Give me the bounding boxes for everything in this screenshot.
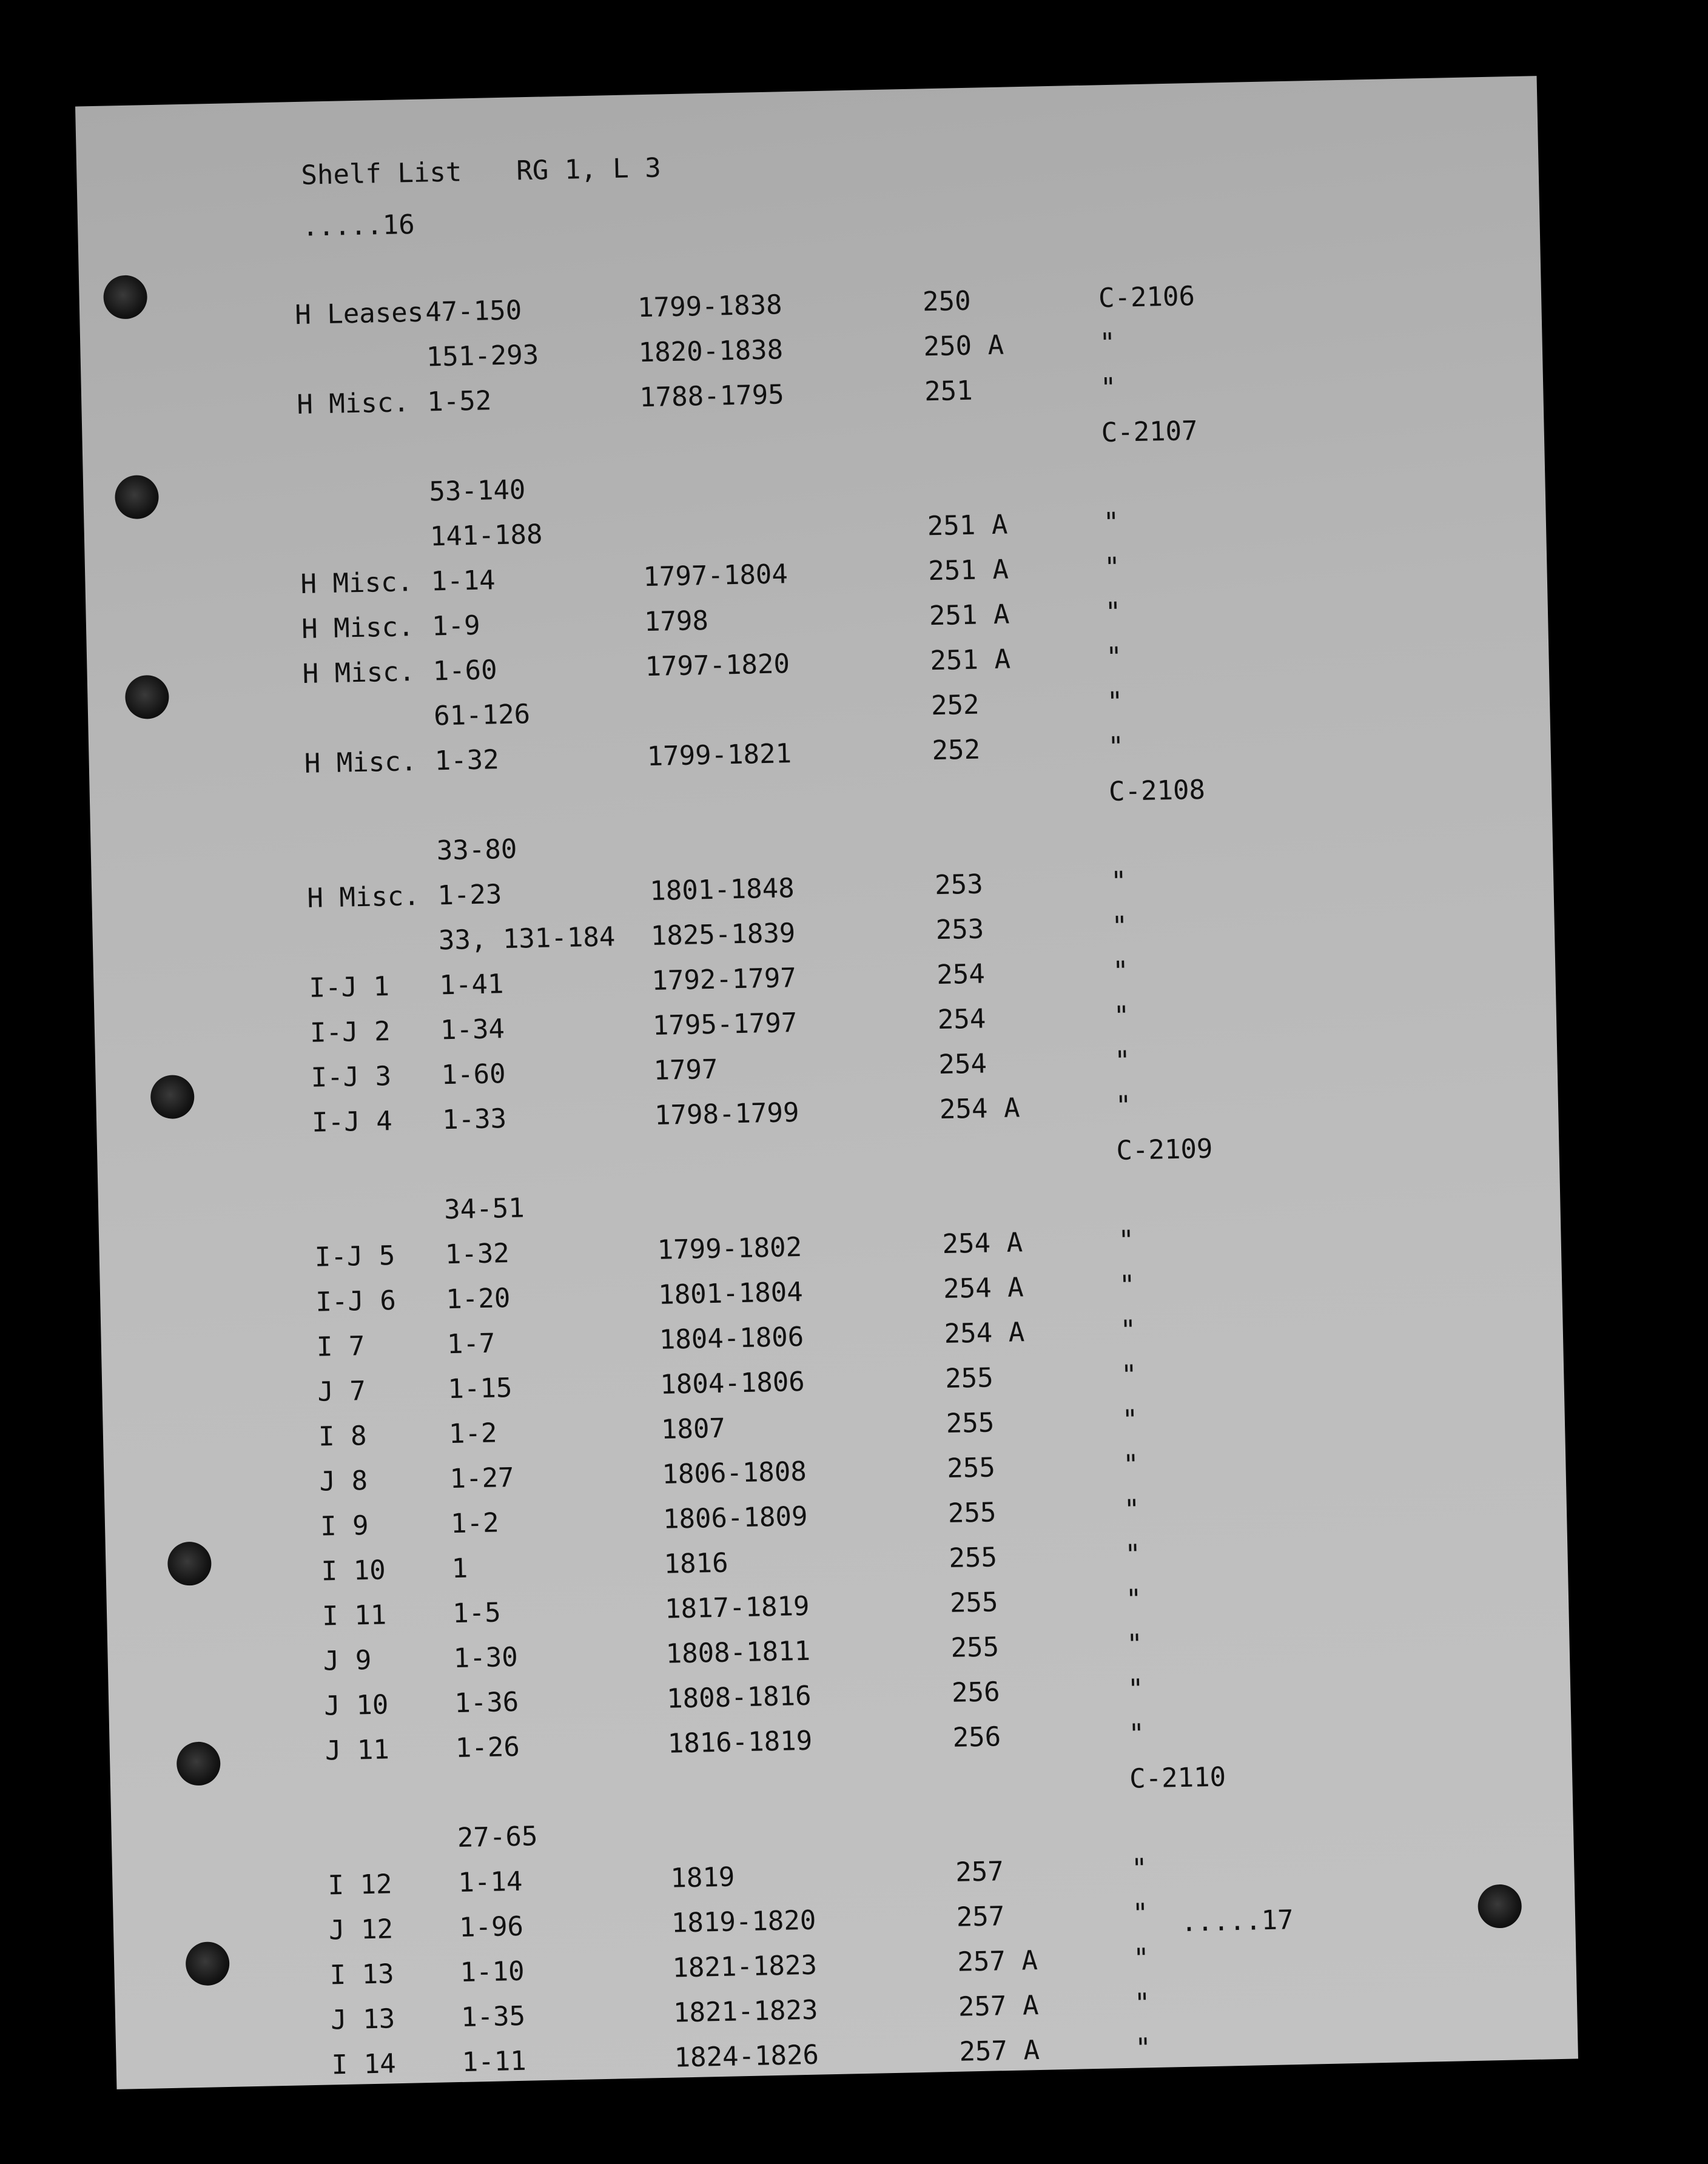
dates-cell: 1819-1820 (671, 1904, 816, 1939)
range-cell: 33-80 (436, 833, 517, 867)
volume-cell: 251 (924, 375, 973, 408)
series-cell: J 8 (319, 1465, 368, 1497)
range-cell: 1-15 (447, 1372, 513, 1405)
dates-cell: 1806-1808 (661, 1456, 807, 1490)
series-cell: I-J 2 (309, 1016, 391, 1049)
series-cell: I-J 3 (311, 1061, 392, 1094)
series-cell: I 7 (316, 1331, 365, 1363)
volume-cell: 254 A (943, 1272, 1024, 1305)
series-cell: H Misc. (304, 746, 417, 779)
series-cell: H Misc. (301, 611, 415, 645)
dates-cell: 1824-1826 (674, 2039, 819, 2074)
volume-cell: 255 (944, 1362, 994, 1395)
dates-cell: 1788-1795 (639, 379, 785, 414)
range-cell: 151-293 (426, 339, 539, 373)
reel-cell: " (1128, 1718, 1145, 1750)
range-cell: 1-41 (439, 969, 504, 1001)
series-cell: H Misc. (302, 656, 415, 690)
reel-cell: " (1127, 1673, 1145, 1705)
volume-cell: 257 A (958, 1990, 1039, 2023)
volume-cell: 255 (946, 1407, 995, 1439)
range-cell: 1-14 (431, 565, 496, 597)
range-cell: 34-51 (443, 1192, 525, 1226)
range-cell: 1-27 (449, 1462, 515, 1495)
volume-cell: 257 (956, 1901, 1005, 1933)
series-cell: J 7 (317, 1376, 366, 1408)
header-line (300, 152, 662, 191)
dates-cell: 1807 (661, 1413, 726, 1445)
range-cell: 1-11 (462, 2045, 527, 2078)
dates-cell: 1804-1806 (659, 1366, 805, 1400)
reel-cell: " (1124, 1539, 1141, 1570)
range-cell: 1-36 (454, 1686, 519, 1719)
range-cell: 1-20 (445, 1283, 511, 1316)
volume-cell: 251 A (927, 509, 1008, 542)
dates-cell: 1801-1804 (657, 1276, 804, 1311)
dates-cell: 1799-1802 (657, 1231, 802, 1266)
range-cell: 1-14 (457, 1866, 523, 1899)
reel-cell: " (1099, 327, 1116, 359)
reel-cell: " (1105, 641, 1123, 673)
reel-cell: " (1114, 1045, 1131, 1077)
dates-cell: 1798-1799 (654, 1097, 799, 1131)
range-cell: 47-150 (425, 295, 522, 328)
dates-cell: 1797-1804 (642, 559, 788, 593)
dates-cell: 1797-1820 (645, 648, 790, 683)
range-cell: 1-33 (442, 1103, 507, 1136)
range-cell: 1-32 (445, 1238, 510, 1271)
reel-cell: " (1110, 865, 1128, 898)
dates-cell: 1806-1809 (662, 1500, 808, 1535)
range-cell: 1-2 (450, 1507, 500, 1540)
range-cell: 1 (451, 1553, 468, 1585)
dates-cell: 1820-1838 (638, 334, 784, 369)
range-cell: 61-126 (433, 699, 531, 732)
reel-cell: C-2106 (1098, 281, 1195, 314)
series-cell: H Misc. (300, 566, 414, 600)
reel-cell: C-2107 (1101, 415, 1199, 449)
reel-cell: " (1134, 1988, 1151, 2019)
series-cell: I 14 (331, 2048, 397, 2081)
reel-cell: " (1121, 1404, 1138, 1436)
volume-cell: 257 A (957, 1945, 1038, 1978)
dates-cell: 1816 (664, 1547, 729, 1580)
range-cell: 1-60 (441, 1058, 506, 1091)
range-cell: 1-2 (448, 1417, 498, 1450)
reel-cell: C-2108 (1108, 774, 1206, 808)
series-cell: I-J 1 (309, 971, 390, 1004)
range-cell: 1-52 (426, 385, 492, 418)
reel-cell: " (1100, 372, 1117, 404)
volume-cell: 255 (950, 1631, 1000, 1664)
range-cell: 1-34 (440, 1013, 505, 1046)
volume-cell: 253 (935, 913, 984, 946)
reel-cell: " (1131, 1853, 1148, 1884)
volume-cell: 255 (948, 1542, 998, 1574)
series-cell: J 12 (328, 1914, 394, 1946)
range-cell: 33, 131-184 (438, 921, 616, 956)
reel-cell: " (1134, 2032, 1152, 2064)
reel-cell: " (1118, 1225, 1135, 1256)
series-cell: I 12 (328, 1869, 393, 1901)
dates-cell: 1821-1823 (673, 1994, 818, 2029)
volume-cell: 257 A (958, 2035, 1040, 2068)
dates-cell: 1819 (670, 1861, 735, 1894)
dates-cell: 1808-1816 (666, 1680, 812, 1715)
volume-cell: 253 (934, 869, 984, 901)
document-sheet (75, 76, 1578, 2089)
series-cell: I-J 6 (315, 1285, 397, 1318)
volume-cell: 256 (952, 1721, 1001, 1753)
dates-cell: 1821-1823 (671, 1949, 818, 1984)
dates-cell: 1825-1839 (650, 918, 796, 952)
volume-cell: 254 A (944, 1317, 1025, 1350)
range-cell: 1-30 (453, 1641, 519, 1675)
reel-cell: C-2110 (1129, 1761, 1226, 1795)
volume-cell: 254 A (939, 1092, 1020, 1126)
series-cell: J 9 (323, 1644, 372, 1677)
next-page-marker: .....17 (1180, 1904, 1294, 1938)
range-cell: 1-10 (460, 1955, 525, 1988)
reel-cell: C-2109 (1115, 1133, 1213, 1167)
dates-cell: 1799-1821 (647, 738, 792, 773)
series-cell: I 8 (318, 1420, 368, 1453)
dates-cell: 1816-1819 (667, 1725, 813, 1759)
dates-cell: 1801-1848 (649, 873, 795, 907)
reel-cell: " (1115, 1090, 1132, 1122)
volume-cell: 257 (955, 1856, 1004, 1888)
record-group-reference: RG 1, L 3 (516, 152, 662, 187)
volume-cell: 250 A (923, 329, 1004, 363)
reel-cell: " (1106, 686, 1123, 718)
series-cell: I 11 (321, 1599, 387, 1632)
range-cell: 27-65 (457, 1821, 538, 1854)
series-cell: I-J 4 (311, 1106, 393, 1138)
series-cell: I 10 (321, 1554, 386, 1587)
dates-cell: 1797 (653, 1053, 719, 1086)
series-cell: I 9 (320, 1510, 369, 1542)
series-cell: I 13 (329, 1958, 395, 1991)
dates-cell: 1808-1811 (665, 1635, 811, 1670)
volume-cell: 251 A (929, 643, 1011, 677)
reel-cell: " (1126, 1628, 1143, 1660)
range-cell: 1-7 (446, 1328, 496, 1360)
reel-cell: " (1111, 910, 1128, 943)
reel-cell: " (1120, 1314, 1137, 1346)
dates-cell: 1792-1797 (651, 963, 797, 997)
dates-cell: 1799-1838 (637, 289, 783, 324)
reel-cell: " (1104, 596, 1121, 628)
range-cell: 1-35 (460, 2000, 526, 2033)
volume-cell: 255 (946, 1452, 996, 1484)
range-cell: 1-5 (452, 1597, 502, 1630)
reel-cell: " (1120, 1359, 1138, 1391)
volume-cell: 254 (936, 958, 986, 991)
volume-cell: 254 A (942, 1227, 1023, 1260)
volume-cell: 251 A (929, 599, 1010, 632)
range-cell: 1-9 (431, 610, 481, 642)
range-cell: 1-26 (455, 1731, 520, 1764)
volume-cell: 256 (951, 1676, 1001, 1709)
volume-cell: 254 (937, 1003, 986, 1036)
dates-cell: 1795-1797 (652, 1007, 798, 1041)
reel-cell: " (1107, 731, 1125, 763)
series-cell: I-J 5 (314, 1240, 395, 1273)
range-cell: 1-60 (432, 654, 498, 687)
reel-cell: " (1132, 1898, 1149, 1929)
volume-cell: 252 (932, 734, 981, 767)
reel-cell: " (1103, 551, 1121, 583)
page-marker: .....16 (301, 209, 415, 243)
dates-cell: 1817-1819 (664, 1590, 810, 1625)
volume-cell: 254 (938, 1048, 987, 1081)
series-cell: H Misc. (306, 880, 420, 914)
reel-cell: " (1125, 1584, 1142, 1615)
reel-cell: " (1112, 955, 1129, 987)
volume-cell: 251 A (927, 554, 1009, 587)
reel-cell: " (1103, 506, 1120, 539)
range-cell: 1-96 (459, 1910, 524, 1943)
series-cell: J 13 (330, 2003, 395, 2036)
range-cell: 1-32 (434, 744, 500, 777)
series-cell: H Leases (294, 297, 424, 331)
shelf-list-title: Shelf List (300, 156, 462, 191)
reel-cell: " (1123, 1494, 1140, 1525)
series-cell: J 10 (323, 1689, 389, 1722)
series-cell: J 11 (324, 1734, 390, 1767)
reel-cell: " (1132, 1943, 1150, 1974)
dates-cell: 1804-1806 (659, 1321, 804, 1356)
range-cell: 141-188 (429, 519, 543, 553)
volume-cell: 255 (949, 1587, 999, 1619)
dates-cell: 1798 (644, 605, 709, 638)
range-cell: 1-23 (437, 879, 502, 912)
reel-cell: " (1118, 1269, 1136, 1301)
volume-cell: 255 (947, 1497, 997, 1529)
range-cell: 53-140 (428, 474, 526, 508)
volume-cell: 250 (922, 285, 972, 318)
volume-cell: 252 (930, 689, 980, 722)
series-cell: H Misc. (296, 387, 410, 421)
reel-cell: " (1113, 1000, 1130, 1032)
reel-cell: " (1122, 1449, 1140, 1480)
